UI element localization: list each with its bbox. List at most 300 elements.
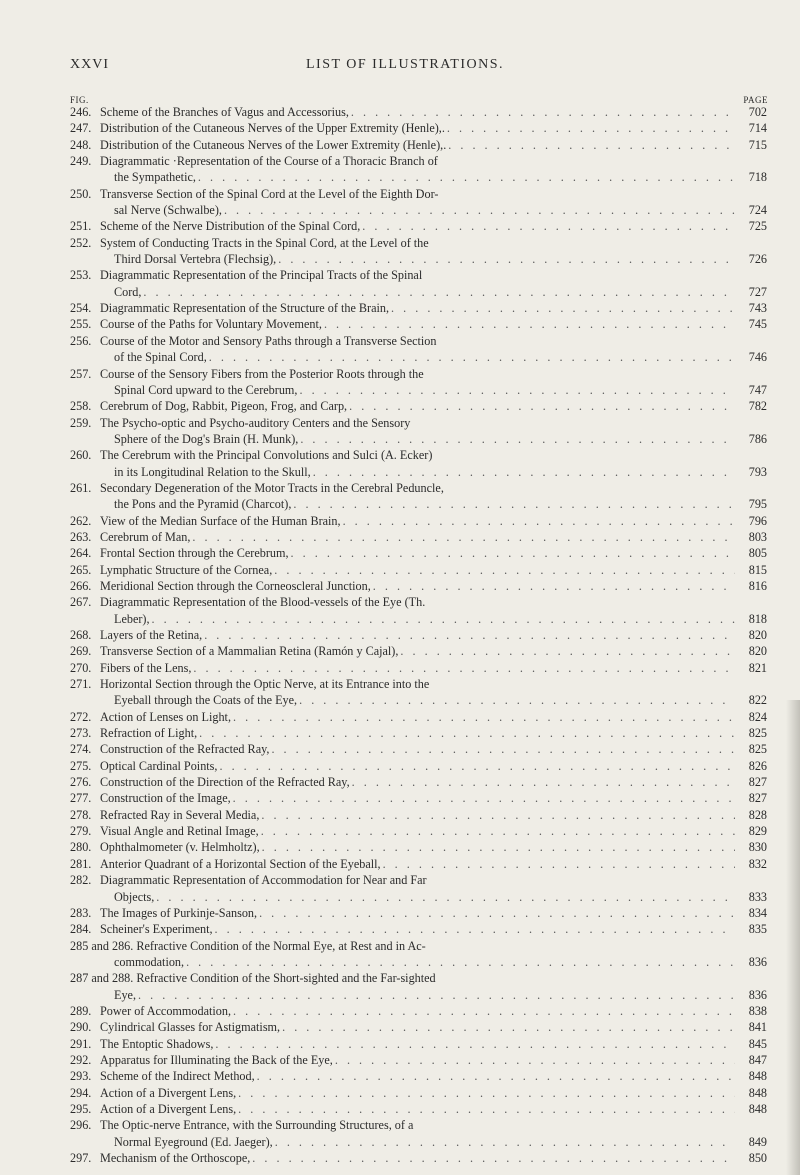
entry-title: Power of Accommodation, [100, 1003, 231, 1018]
figure-number: 253. [70, 268, 92, 283]
leader-dots [335, 1052, 735, 1068]
page-edge-shadow [786, 700, 800, 1175]
list-item [70, 676, 770, 709]
entry-line [70, 169, 770, 185]
entry-title: Scheme of the Indirect Method, [100, 1069, 255, 1084]
page-ref: 848 [748, 1069, 767, 1084]
figure-number: 257. [70, 366, 92, 381]
page-column-label: PAGE [743, 95, 768, 105]
figure-number: 256. [70, 333, 92, 348]
entry-line [70, 464, 770, 480]
entry-line [70, 120, 770, 136]
entry-title: Course of the Sensory Fibers from the Posterior Roots through the [100, 366, 424, 381]
page-ref: 828 [748, 807, 767, 822]
leader-dots [299, 692, 735, 708]
list-item [70, 725, 770, 741]
entry-title: Diagrammatic Representation of the Principal Tracts of the Spinal [100, 268, 423, 283]
entry-line [70, 447, 770, 463]
entry-title: The Optic-nerve Entrance, with the Surrounding Structures, of a [100, 1118, 414, 1133]
entry-title: Horizontal Section through the Optic Nerve, at its Entrance into the [100, 677, 430, 692]
list-item [70, 104, 770, 120]
list-item [70, 120, 770, 136]
page-ref: 850 [748, 1151, 767, 1165]
page-ref: 743 [748, 301, 767, 316]
entry-title: Transverse Section of the Spinal Cord at the Level of the Eighth Dor- [100, 186, 439, 201]
entry-line [70, 1003, 770, 1019]
leader-dots [138, 987, 735, 1003]
figure-number: 254. [70, 301, 92, 316]
figure-number: 252. [70, 235, 92, 250]
page-ref: 786 [748, 431, 767, 446]
entry-line [70, 938, 770, 954]
leader-dots [274, 562, 735, 578]
list-item [70, 839, 770, 855]
list-item [70, 447, 770, 480]
entry-line [70, 1036, 770, 1052]
entry-line [70, 921, 770, 937]
figure-number: 246. [70, 105, 92, 119]
figure-number: 290. [70, 1020, 92, 1035]
entry-title: Course of the Paths for Voluntary Movement, [100, 317, 322, 332]
page-ref: 815 [748, 562, 767, 577]
figure-number: 296. [70, 1118, 92, 1133]
leader-dots [198, 169, 735, 185]
leader-dots [271, 741, 735, 757]
leader-dots [259, 905, 735, 921]
page-ref: 830 [748, 840, 767, 855]
page-ref: 836 [748, 987, 767, 1002]
figure-number: 263. [70, 529, 92, 544]
figure-number: 264. [70, 546, 92, 561]
leader-dots [261, 823, 735, 839]
entry-title: Spinal Cord upward to the Cerebrum, [114, 382, 298, 397]
entry-line [70, 218, 770, 234]
entry-title: the Pons and the Pyramid (Charcot), [114, 497, 292, 512]
page-number: XXVI [70, 57, 109, 72]
entry-line [70, 545, 770, 561]
entry-title: The Cerebrum with the Principal Convolutions and Sulci (A. Ecker) [100, 448, 433, 463]
entry-line [70, 823, 770, 839]
list-item [70, 807, 770, 823]
leader-dots [193, 660, 735, 676]
list-item [70, 137, 770, 153]
fig-column-label: FIG. [70, 95, 89, 105]
entry-title: Diagrammatic Representation of Accommodation for Near and Far [100, 873, 427, 888]
entry-title: System of Conducting Tracts in the Spinal Cord, at the Level of the [100, 235, 429, 250]
entry-title: the Sympathetic, [114, 170, 196, 185]
list-item [70, 1019, 770, 1035]
leader-dots [448, 137, 735, 153]
leader-dots [351, 104, 735, 120]
entry-title: Lymphatic Structure of the Cornea, [100, 562, 273, 577]
entry-title: Action of Lenses on Light, [100, 709, 231, 724]
entry-line [70, 725, 770, 741]
entry-title: Refracted Ray in Several Media, [100, 807, 260, 822]
entry-title: Anterior Quadrant of a Horizontal Section of the Eyeball, [100, 856, 381, 871]
list-item [70, 1117, 770, 1150]
list-item [70, 643, 770, 659]
figure-number: 260. [70, 448, 92, 463]
entry-title: of the Spinal Cord, [114, 350, 207, 365]
entry-title: Meridional Section through the Corneoscleral Junction, [100, 578, 371, 593]
page-ref: 726 [748, 252, 767, 267]
list-item [70, 316, 770, 332]
figure-number: 251. [70, 219, 92, 234]
list-item [70, 186, 770, 219]
entry-line [70, 1019, 770, 1035]
entry-line [70, 333, 770, 349]
page-ref: 836 [748, 954, 767, 969]
figure-number: 294. [70, 1085, 92, 1100]
entry-line [70, 316, 770, 332]
entry-title: commodation, [114, 954, 185, 969]
leader-dots [233, 790, 735, 806]
list-item [70, 480, 770, 513]
figure-number: 280. [70, 840, 92, 855]
entry-line [70, 1052, 770, 1068]
page-ref: 827 [748, 791, 767, 806]
figure-number: 249. [70, 154, 92, 169]
entry-title: Objects, [114, 889, 155, 904]
figure-number: 278. [70, 807, 92, 822]
entry-title: Optical Cardinal Points, [100, 758, 218, 773]
entry-line [70, 807, 770, 823]
entry-line [70, 415, 770, 431]
list-item [70, 1052, 770, 1068]
figure-number: 284. [70, 922, 92, 937]
figure-number: 268. [70, 628, 92, 642]
figure-number: 295. [70, 1101, 92, 1116]
entry-line [70, 562, 770, 578]
page-ref: 847 [748, 1052, 767, 1067]
leader-dots [291, 545, 735, 561]
entry-title: The Entoptic Shadows, [100, 1036, 214, 1051]
entry-line [70, 839, 770, 855]
leader-dots [219, 758, 735, 774]
entry-title: Scheme of the Nerve Distribution of the Spinal Cord, [100, 219, 361, 234]
figure-number: 283. [70, 905, 92, 920]
entry-line [70, 1150, 770, 1166]
leader-dots [252, 1150, 735, 1166]
leader-dots [400, 643, 735, 659]
entry-title: Cerebrum of Man, [100, 529, 191, 544]
entry-title: Cerebrum of Dog, Rabbit, Pigeon, Frog, and Carp, [100, 399, 348, 414]
leader-dots [299, 382, 735, 398]
page-ref: 829 [748, 824, 767, 839]
figure-number: 297. [70, 1151, 92, 1165]
page-ref: 714 [748, 121, 767, 136]
entry-title: Construction of the Image, [100, 791, 231, 806]
entry-line [70, 660, 770, 676]
figure-number: 265. [70, 562, 92, 577]
entry-title: Diagrammatic Representation of the Structure of the Brain, [100, 301, 390, 316]
page-ref: 725 [748, 219, 767, 234]
entry-line [70, 1101, 770, 1117]
entry-title: Action of a Divergent Lens, [100, 1101, 237, 1116]
list-item [70, 333, 770, 366]
entry-title: Frontal Section through the Cerebrum, [100, 546, 289, 561]
page-ref: 820 [748, 644, 767, 659]
entry-title: Cord, [114, 284, 142, 299]
entry-title: Distribution of the Cutaneous Nerves of the Lower Extremity (Henle),. [100, 137, 447, 152]
figure-number: 259. [70, 415, 92, 430]
entry-line [70, 774, 770, 790]
entry-title: Sphere of the Dog's Brain (H. Munk), [114, 431, 299, 446]
leader-dots [199, 725, 735, 741]
entry-line [70, 889, 770, 905]
list-item [70, 1003, 770, 1019]
entry-line [70, 284, 770, 300]
leader-dots [275, 1134, 735, 1150]
page-ref: 820 [748, 628, 767, 642]
figure-number: 250. [70, 186, 92, 201]
leader-dots [362, 218, 735, 234]
list-item [70, 415, 770, 448]
figure-number: 293. [70, 1069, 92, 1084]
entry-line [70, 496, 770, 512]
entry-line [70, 513, 770, 529]
figure-number: 267. [70, 595, 92, 610]
list-item [70, 578, 770, 594]
entry-line [70, 611, 770, 627]
entry-line [70, 954, 770, 970]
page-ref: 838 [748, 1003, 767, 1018]
entry-title: Third Dorsal Vertebra (Flechsig), [114, 252, 277, 267]
entry-title: Eye, [114, 987, 136, 1002]
leader-dots [343, 513, 735, 529]
entry-line [70, 431, 770, 447]
entry-title: sal Nerve (Schwalbe), [114, 203, 222, 218]
figure-number: 281. [70, 856, 92, 871]
list-item [70, 1036, 770, 1052]
entry-line [70, 692, 770, 708]
entry-line [70, 970, 770, 986]
list-item [70, 856, 770, 872]
entry-title: Ophthalmometer (v. Helmholtz), [100, 840, 260, 855]
leader-dots [349, 398, 735, 414]
page-ref: 793 [748, 464, 767, 479]
entry-line [70, 529, 770, 545]
leader-dots [186, 954, 735, 970]
figure-number: 247. [70, 121, 92, 136]
entry-title: Construction of the Refracted Ray, [100, 742, 270, 757]
entry-line [70, 235, 770, 251]
leader-dots [238, 1101, 735, 1117]
entry-title: Scheiner's Experiment, [100, 922, 213, 937]
page-ref: 745 [748, 317, 767, 332]
figure-number: 291. [70, 1036, 92, 1051]
entry-title: Layers of the Retina, [100, 628, 203, 642]
page-ref: 824 [748, 709, 767, 724]
figure-number: 269. [70, 644, 92, 659]
figure-number: 292. [70, 1052, 92, 1067]
leader-dots [143, 284, 735, 300]
leader-dots [300, 431, 735, 447]
page-ref: 816 [748, 578, 767, 593]
leader-dots [224, 202, 735, 218]
list-item [70, 1101, 770, 1117]
figure-number: 258. [70, 399, 92, 414]
entry-title: The Psycho-optic and Psycho-auditory Centers and the Sensory [100, 415, 411, 430]
entry-line [70, 790, 770, 806]
leader-dots [278, 251, 735, 267]
leader-dots [447, 120, 735, 136]
leader-dots [391, 300, 735, 316]
entry-line [70, 267, 770, 283]
page-ref: 747 [748, 382, 767, 397]
entry-title: Construction of the Direction of the Refracted Ray, [100, 775, 350, 790]
list-item [70, 709, 770, 725]
entry-line [70, 1117, 770, 1133]
entry-title: Transverse Section of a Mammalian Retina (Ramón y Cajal), [100, 644, 399, 659]
figure-number: 275. [70, 758, 92, 773]
leader-dots [257, 1068, 735, 1084]
page-ref: 782 [748, 399, 767, 414]
entry-title: View of the Median Surface of the Human Brain, [100, 513, 341, 528]
entry-line [70, 987, 770, 1003]
list-item [70, 218, 770, 234]
page-ref: 715 [748, 137, 767, 152]
list-item [70, 970, 770, 1003]
entry-line [70, 137, 770, 153]
entry-title: Normal Eyeground (Ed. Jaeger), [114, 1134, 273, 1149]
list-item [70, 823, 770, 839]
list-item [70, 529, 770, 545]
leader-dots [293, 496, 735, 512]
page-ref: 834 [748, 905, 767, 920]
list-item [70, 1068, 770, 1084]
list-item [70, 758, 770, 774]
page-ref: 835 [748, 922, 767, 937]
running-header [70, 57, 740, 77]
entry-line [70, 1134, 770, 1150]
list-item [70, 594, 770, 627]
entry-title: Visual Angle and Retinal Image, [100, 824, 259, 839]
figure-number: 273. [70, 726, 92, 741]
figure-number: 274. [70, 742, 92, 757]
entry-line [70, 398, 770, 414]
entry-title: in its Longitudinal Relation to the Skull, [114, 464, 311, 479]
entry-line [70, 153, 770, 169]
leader-dots [324, 316, 735, 332]
entry-title: Mechanism of the Orthoscope, [100, 1151, 251, 1165]
entry-title: Refraction of Light, [100, 726, 198, 741]
list-item [70, 366, 770, 399]
list-item [70, 790, 770, 806]
page-ref: 825 [748, 742, 767, 757]
leader-dots [261, 807, 735, 823]
entry-title: Fibers of the Lens, [100, 660, 192, 675]
entry-title: Distribution of the Cutaneous Nerves of the Upper Extremity (Henle),. [100, 121, 445, 136]
entry-line [70, 480, 770, 496]
page-ref: 832 [748, 856, 767, 871]
leader-dots [262, 839, 735, 855]
page-ref: 818 [748, 611, 767, 626]
figure-number: 272. [70, 709, 92, 724]
entry-title: Diagrammatic Representation of the Blood-vessels of the Eye (Th. [100, 595, 426, 610]
page-ref: 796 [748, 513, 767, 528]
page-ref: 795 [748, 497, 767, 512]
entry-title: Apparatus for Illuminating the Back of the Eye, [100, 1052, 333, 1067]
list-item [70, 774, 770, 790]
leader-dots [282, 1019, 735, 1035]
entry-line [70, 872, 770, 888]
page-ref: 825 [748, 726, 767, 741]
leader-dots [313, 464, 735, 480]
entry-line [70, 741, 770, 757]
leader-dots [156, 889, 735, 905]
entry-line [70, 1068, 770, 1084]
list-item [70, 905, 770, 921]
entry-line [70, 709, 770, 725]
entry-line [70, 594, 770, 610]
leader-dots [233, 1003, 735, 1019]
figure-number: 289. [70, 1003, 92, 1018]
entry-line [70, 349, 770, 365]
figure-number: 282. [70, 873, 92, 888]
list-item [70, 660, 770, 676]
page-ref: 827 [748, 775, 767, 790]
page-ref: 845 [748, 1036, 767, 1051]
list-item [70, 921, 770, 937]
page-ref: 746 [748, 350, 767, 365]
leader-dots [215, 921, 735, 937]
leader-dots [233, 709, 735, 725]
page-ref: 848 [748, 1101, 767, 1116]
entry-title: 285 and 286. Refractive Condition of the Normal Eye, at Rest and in Ac- [70, 938, 426, 953]
page-ref: 849 [748, 1134, 767, 1149]
entry-line [70, 382, 770, 398]
leader-dots [373, 578, 735, 594]
page-ref: 841 [748, 1020, 767, 1035]
figure-number: 276. [70, 775, 92, 790]
entry-line [70, 300, 770, 316]
entry-line [70, 366, 770, 382]
figure-number: 279. [70, 824, 92, 839]
entry-title: Action of a Divergent Lens, [100, 1085, 237, 1100]
leader-dots [215, 1036, 735, 1052]
leader-dots [238, 1085, 735, 1101]
page-ref: 822 [748, 693, 767, 708]
leader-dots [192, 529, 735, 545]
entry-line [70, 186, 770, 202]
entry-title: Course of the Motor and Sensory Paths through a Transverse Section [100, 333, 437, 348]
entry-line [70, 1085, 770, 1101]
entry-line [70, 578, 770, 594]
figure-number: 248. [70, 137, 92, 152]
page-ref: 805 [748, 546, 767, 561]
entry-line [70, 627, 770, 643]
figure-number: 270. [70, 660, 92, 675]
list-item [70, 545, 770, 561]
page-ref: 727 [748, 284, 767, 299]
page-ref: 848 [748, 1085, 767, 1100]
entry-line [70, 676, 770, 692]
figure-number: 266. [70, 578, 92, 593]
leader-dots [204, 627, 735, 643]
list-item [70, 627, 770, 643]
entry-title: 287 and 288. Refractive Condition of the Short-sighted and the Far-sighted [70, 971, 436, 986]
figure-number: 255. [70, 317, 92, 332]
list-item [70, 398, 770, 414]
figure-number: 277. [70, 791, 92, 806]
list-item [70, 267, 770, 300]
page-ref: 821 [748, 660, 767, 675]
list-item [70, 1085, 770, 1101]
list-item [70, 153, 770, 186]
entry-line [70, 104, 770, 120]
entry-title: Scheme of the Branches of Vagus and Accessorius, [100, 105, 349, 119]
